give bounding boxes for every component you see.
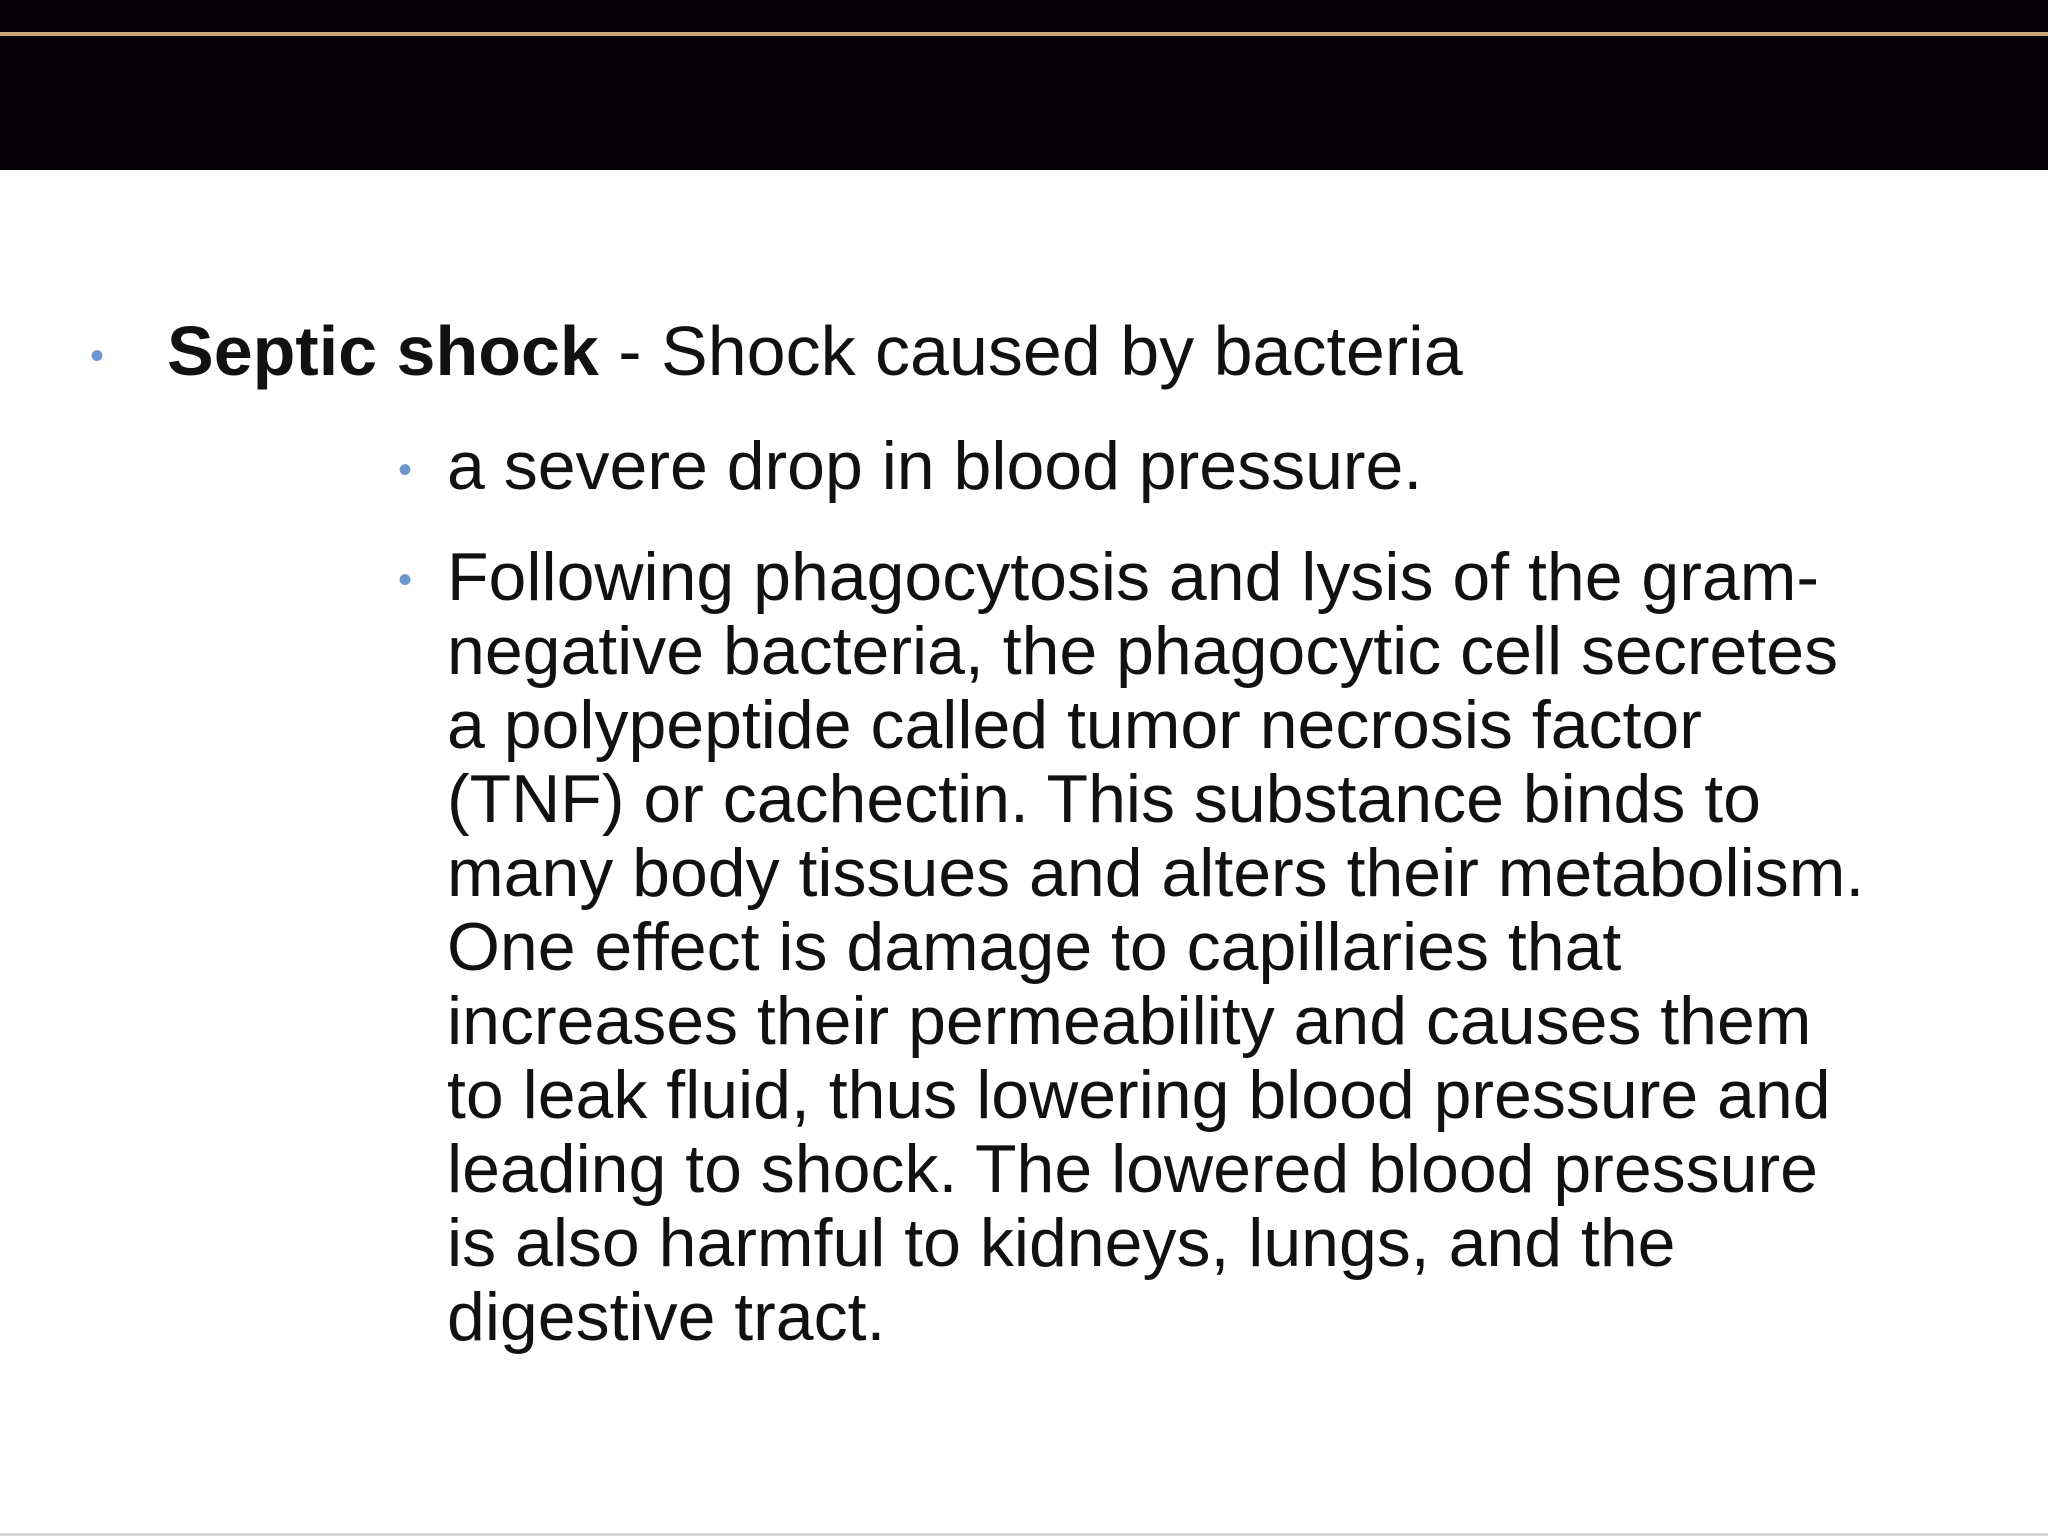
term-definition: Shock caused by bacteria (661, 312, 1463, 390)
paragraph-line: One effect is damage to capillaries that (447, 909, 1622, 985)
paragraph-line: increases their permeability and causes them (447, 983, 1812, 1059)
paragraph-line: negative bacteria, the phagocytic cell secretes (447, 613, 1839, 689)
bullet-dot-icon: • (90, 334, 105, 378)
bullet-dot-icon: • (398, 448, 413, 492)
paragraph-line: is also harmful to kidneys, lungs, and the (447, 1205, 1676, 1281)
paragraph-line: many body tissues and alters their metabolism. (447, 835, 1865, 911)
paragraph-line: digestive tract. (447, 1279, 886, 1355)
term-septic-shock: Septic shock (167, 312, 599, 390)
paragraph-line: to leak fluid, thus lowering blood pressure and (447, 1057, 1831, 1133)
sub-bullet-1: a severe drop in blood pressure. (447, 428, 1423, 504)
bullet-dot-icon: • (398, 558, 413, 602)
paragraph-line: leading to shock. The lowered blood pressure (447, 1131, 1818, 1207)
main-bullet (167, 311, 1463, 391)
term-separator: - (598, 312, 662, 390)
paragraph-line: Following phagocytosis and lysis of the gram- (447, 539, 1819, 615)
paragraph-line: (TNF) or cachectin. This substance binds to (447, 761, 1761, 837)
sub-bullet-2 (447, 540, 2007, 1354)
paragraph-line: a polypeptide called tumor necrosis factor (447, 687, 1702, 763)
